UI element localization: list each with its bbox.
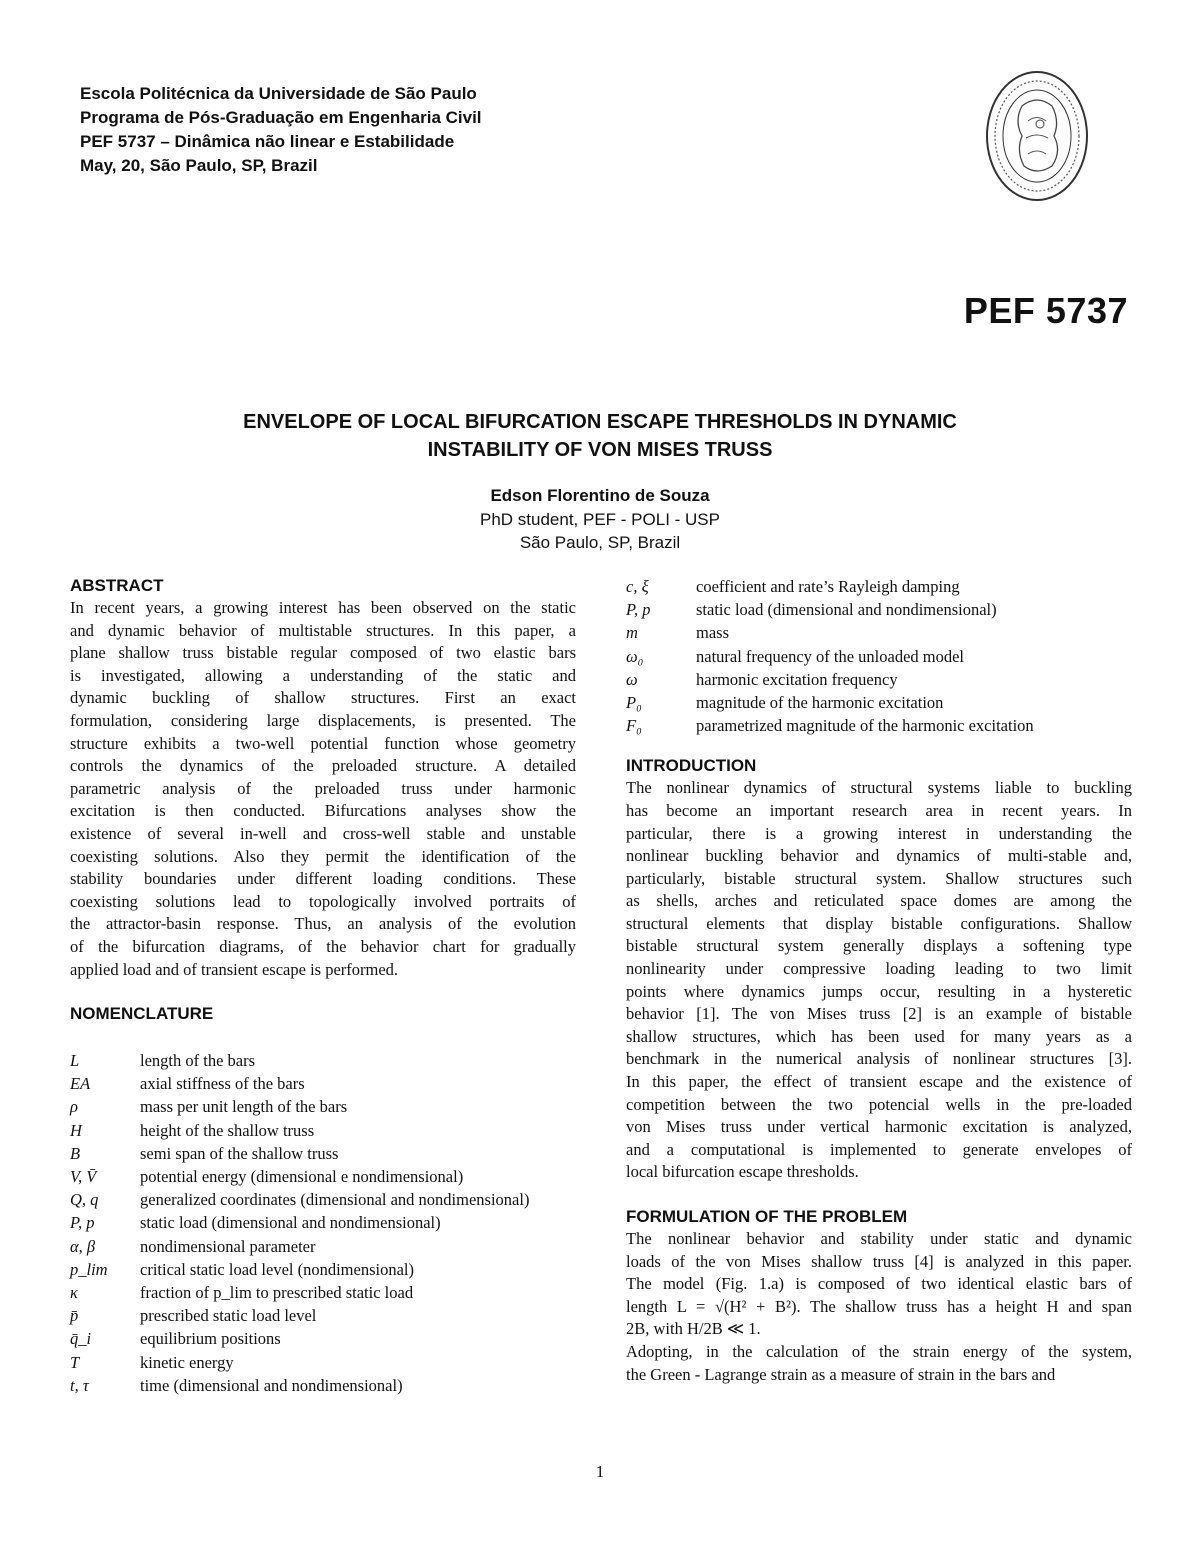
introduction-line: shallow structures, which has been used for many years as a bbox=[626, 1026, 1132, 1046]
introduction-line: and a computational is implemented to generate envelopes of bbox=[626, 1139, 1132, 1159]
header-line-date: May, 20, São Paulo, SP, Brazil bbox=[80, 156, 318, 175]
nomenclature-symbol: T bbox=[70, 1352, 80, 1372]
nomenclature-row bbox=[70, 1304, 576, 1327]
nomenclature-symbol: EA bbox=[70, 1074, 91, 1094]
introduction-line: behavior [1]. The von Mises truss [2] is an example of bistable bbox=[626, 1004, 1132, 1024]
author-name: Edson Florentino de Souza bbox=[490, 486, 710, 505]
nomenclature-symbol: ω₀ bbox=[626, 646, 644, 666]
title-line-2: INSTABILITY OF VON MISES TRUSS bbox=[427, 439, 773, 461]
abstract-line: existence of several in-well and cross-well stable and unstable bbox=[70, 823, 576, 843]
nomenclature-row bbox=[70, 1281, 576, 1304]
abstract-line: coexisting solutions. Also they permit the identification of the bbox=[70, 846, 576, 866]
nomenclature-symbol: κ bbox=[70, 1282, 78, 1302]
introduction-heading: INTRODUCTION bbox=[626, 756, 757, 776]
abstract-line: In recent years, a growing interest has been observed on the static bbox=[70, 598, 576, 617]
nomenclature-symbol: H bbox=[70, 1120, 82, 1140]
author-block bbox=[300, 484, 900, 554]
nomenclature-row bbox=[626, 714, 1132, 737]
abstract-line: controls the dynamics of the preloaded structure. A detailed bbox=[70, 756, 576, 776]
introduction-line: von Mises truss under vertical harmonic excitation is analyzed, bbox=[626, 1117, 1132, 1137]
abstract-line: stability boundaries under different loading conditions. These bbox=[70, 869, 576, 889]
formulation-line: loads of the von Mises shallow truss [4] is analyzed in this paper. bbox=[626, 1251, 1132, 1271]
abstract-line: of the bifurcation diagrams, of the behavior chart for gradually bbox=[70, 936, 576, 956]
introduction-line: as shells, arches and reticulated space domes are among the bbox=[626, 891, 1132, 911]
introduction-line: points where dynamics jumps occur, resulting in a hysteretic bbox=[626, 981, 1132, 1001]
nomenclature-row bbox=[70, 1327, 576, 1350]
formulation-text bbox=[626, 1228, 1132, 1386]
nomenclature-symbol: B bbox=[70, 1143, 81, 1163]
nomenclature-definition: generalized coordinates (dimensional and nondimensional) bbox=[140, 1190, 530, 1210]
nomenclature-row bbox=[70, 1072, 576, 1095]
formulation-heading: FORMULATION OF THE PROBLEM bbox=[626, 1207, 908, 1226]
nomenclature-symbol: L bbox=[70, 1051, 80, 1071]
nomenclature-symbol: P, p bbox=[70, 1213, 95, 1233]
nomenclature-symbol: p̄ bbox=[70, 1306, 79, 1326]
author-affiliation: PhD student, PEF - POLI - USP bbox=[480, 510, 720, 529]
nomenclature-definition: kinetic energy bbox=[140, 1352, 234, 1372]
nomenclature-definition: semi span of the shallow truss bbox=[140, 1143, 339, 1163]
nomenclature-definition: parametrized magnitude of the harmonic excitation bbox=[696, 716, 1034, 736]
header-line-university: Escola Politécnica da Universidade de São Paulo bbox=[80, 84, 477, 103]
left-column bbox=[70, 575, 576, 1397]
nomenclature-symbol: V, V̄ bbox=[70, 1167, 97, 1187]
nomenclature-symbol: t, τ bbox=[70, 1375, 89, 1395]
formulation-line: the Green - Lagrange strain as a measure of strain in the bars and bbox=[626, 1364, 1056, 1384]
paper-title bbox=[100, 408, 1100, 464]
university-seal-icon bbox=[982, 66, 1092, 206]
formulation-line: 2B, with H/2B ≪ 1. bbox=[626, 1319, 761, 1339]
nomenclature-symbol: ω bbox=[626, 669, 638, 689]
nomenclature-definition: equilibrium positions bbox=[140, 1329, 281, 1349]
abstract-line: applied load and of transient escape is performed. bbox=[70, 959, 399, 979]
nomenclature-symbol: Q, q bbox=[70, 1190, 99, 1210]
abstract-text bbox=[70, 597, 576, 981]
nomenclature-row bbox=[626, 621, 1132, 644]
page-number: 1 bbox=[595, 1462, 605, 1481]
formulation-line: length L = √(H² + B²). The shallow truss has a height H and span bbox=[626, 1296, 1132, 1316]
nomenclature-definition: natural frequency of the unloaded model bbox=[696, 646, 965, 666]
nomenclature-row bbox=[626, 668, 1132, 691]
nomenclature-row bbox=[70, 1374, 576, 1397]
introduction-line: benchmark in the numerical analysis of nonlinear structures [3]. bbox=[626, 1049, 1132, 1069]
nomenclature-row bbox=[626, 645, 1132, 668]
introduction-text bbox=[626, 777, 1132, 1184]
nomenclature-row bbox=[70, 1235, 576, 1258]
nomenclature-definition: harmonic excitation frequency bbox=[696, 669, 898, 689]
nomenclature-definition: height of the shallow truss bbox=[140, 1120, 315, 1140]
nomenclature-definition: length of the bars bbox=[140, 1051, 256, 1071]
introduction-line: structural elements that display bistable configurations. Shallow bbox=[626, 913, 1132, 933]
formulation-line: Adopting, in the calculation of the strain energy of the system, bbox=[626, 1341, 1132, 1361]
nomenclature-definition: time (dimensional and nondimensional) bbox=[140, 1375, 403, 1395]
title-line-1: ENVELOPE OF LOCAL BIFURCATION ESCAPE THRESHOLDS IN DYNAMIC bbox=[243, 411, 957, 433]
introduction-line: competition between the two potencial wells in the pre-loaded bbox=[626, 1094, 1132, 1114]
nomenclature-definition: coefficient and rate’s Rayleigh damping bbox=[696, 577, 960, 596]
nomenclature-row bbox=[70, 1095, 576, 1118]
abstract-line: excitation is then conducted. Bifurcations analyses show the bbox=[70, 801, 576, 821]
nomenclature-row bbox=[70, 1211, 576, 1234]
nomenclature-row bbox=[70, 1188, 576, 1211]
nomenclature-row bbox=[626, 598, 1132, 621]
nomenclature-row bbox=[70, 1165, 576, 1188]
right-column bbox=[626, 575, 1132, 1386]
introduction-line: The nonlinear dynamics of structural systems liable to buckling bbox=[626, 778, 1132, 798]
nomenclature-symbol: α, β bbox=[70, 1236, 96, 1256]
nomenclature-row bbox=[626, 691, 1132, 714]
introduction-line: nonlinear buckling behavior and dynamics of multi-stable and, bbox=[626, 846, 1132, 866]
course-code: PEF 5737 bbox=[963, 290, 1128, 331]
nomenclature-symbol: P, p bbox=[626, 600, 651, 620]
author-location: São Paulo, SP, Brazil bbox=[519, 533, 681, 552]
abstract-line: coexisting solutions lead to topologically involved portraits of bbox=[70, 891, 576, 911]
formulation-line: The nonlinear behavior and stability under static and dynamic bbox=[626, 1229, 1132, 1248]
nomenclature-row bbox=[70, 1142, 576, 1165]
nomenclature-definition: prescribed static load level bbox=[140, 1306, 317, 1326]
nomenclature-symbol: m bbox=[626, 623, 638, 643]
nomenclature-symbol: p_lim bbox=[70, 1259, 108, 1279]
nomenclature-list-right bbox=[626, 575, 1132, 737]
nomenclature-symbol: P₀ bbox=[626, 692, 642, 712]
nomenclature-heading: NOMENCLATURE bbox=[70, 1004, 214, 1024]
nomenclature-symbol: ρ bbox=[70, 1097, 78, 1117]
abstract-line: and dynamic behavior of multistable structures. In this paper, a bbox=[70, 620, 576, 640]
header-line-course: PEF 5737 – Dinâmica não linear e Estabilidade bbox=[80, 132, 455, 151]
header-line-program: Programa de Pós-Graduação em Engenharia Civil bbox=[80, 108, 482, 127]
nomenclature-list-left bbox=[70, 1049, 576, 1397]
nomenclature-definition: critical static load level (nondimensional) bbox=[140, 1259, 414, 1279]
introduction-line: local bifurcation escape thresholds. bbox=[626, 1162, 859, 1182]
nomenclature-symbol: F₀ bbox=[626, 716, 642, 736]
institution-header bbox=[80, 82, 840, 178]
nomenclature-definition: static load (dimensional and nondimensional) bbox=[696, 600, 997, 620]
nomenclature-row bbox=[70, 1258, 576, 1281]
nomenclature-definition: mass bbox=[696, 623, 729, 643]
abstract-line: is investigated, allowing a understanding of the static and bbox=[70, 665, 576, 685]
nomenclature-definition: static load (dimensional and nondimensional) bbox=[140, 1213, 441, 1233]
introduction-line: bistable structural system generally displays a softening type bbox=[626, 936, 1132, 956]
introduction-line: has become an important research area in recent years. In bbox=[626, 800, 1132, 820]
nomenclature-row bbox=[626, 575, 1132, 598]
nomenclature-definition: mass per unit length of the bars bbox=[140, 1097, 348, 1117]
introduction-line: particularly, bistable structural system. Shallow structures such bbox=[626, 868, 1132, 888]
nomenclature-definition: potential energy (dimensional e nondimensional) bbox=[140, 1167, 464, 1187]
nomenclature-definition: axial stiffness of the bars bbox=[140, 1074, 305, 1094]
abstract-line: structure exhibits a two-well potential function whose geometry bbox=[70, 733, 576, 753]
nomenclature-definition: magnitude of the harmonic excitation bbox=[696, 692, 944, 712]
nomenclature-symbol: q̄_i bbox=[70, 1329, 92, 1349]
abstract-line: parametric analysis of the preloaded truss under harmonic bbox=[70, 778, 576, 798]
nomenclature-symbol: c, ξ bbox=[626, 577, 649, 596]
nomenclature-row bbox=[70, 1049, 576, 1072]
abstract-line: dynamic buckling of shallow structures. First an exact bbox=[70, 688, 576, 708]
abstract-heading: ABSTRACT bbox=[70, 576, 164, 595]
introduction-line: In this paper, the effect of transient escape and the existence of bbox=[626, 1072, 1132, 1092]
abstract-line: the attractor-basin response. Thus, an analysis of the evolution bbox=[70, 914, 576, 934]
nomenclature-row bbox=[70, 1351, 576, 1374]
formulation-line: The model (Fig. 1.a) is composed of two identical elastic bars of bbox=[626, 1274, 1132, 1294]
abstract-line: formulation, considering large displacements, is presented. The bbox=[70, 710, 576, 730]
introduction-line: nonlinearity under compressive loading leading to two limit bbox=[626, 959, 1132, 979]
abstract-line: plane shallow truss bistable regular composed of two elastic bars bbox=[70, 643, 576, 663]
nomenclature-row bbox=[70, 1119, 576, 1142]
nomenclature-definition: fraction of p_lim to prescribed static load bbox=[140, 1282, 414, 1302]
introduction-line: particular, there is a growing interest in understanding the bbox=[626, 823, 1132, 843]
nomenclature-definition: nondimensional parameter bbox=[140, 1236, 316, 1256]
